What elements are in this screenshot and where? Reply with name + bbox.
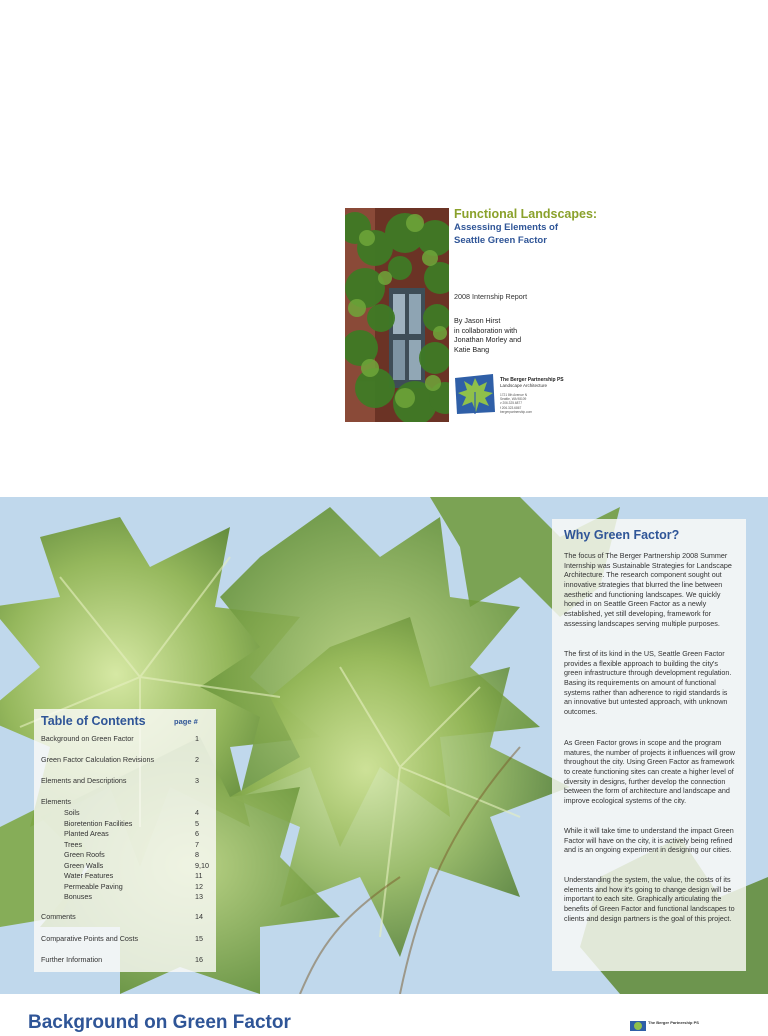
why-paragraph: As Green Factor grows in scope and the program matures, the number of projects it influences will grow throughout the city. Using Green Factor as framework to create functioning sites can create a higher level of diversity in designs, further develop the connection between the form of architecture and landscape and improve ecological systems of the city. [564,738,735,805]
toc-row[interactable] [41,840,207,850]
cover-title: Functional Landscapes: [454,207,598,221]
toc-row-page: 6 [195,829,199,838]
address-line: f 206.323.6867 [500,405,522,410]
toc-row-page: 15 [195,934,203,943]
toc-row-page: 2 [195,755,199,764]
toc-row[interactable] [41,892,207,902]
toc-row-label: Elements and Descriptions [41,776,127,785]
toc-row-label: Background on Green Factor [41,734,134,743]
toc-row[interactable] [41,934,207,944]
why-title: Why Green Factor? [564,528,680,542]
why-paragraph: Understanding the system, the value, the costs of its elements and how it's going to change design will be important to each site. Graphically articulating the benefits of Green Factor and functional landscapes to clients and design partners is the goal of this project. [564,875,735,923]
toc-row-label: Bioretention Facilities [64,818,133,828]
toc-row[interactable] [41,882,207,892]
toc-row-page: 13 [195,892,203,901]
toc-row-page: 1 [195,734,199,743]
author-line: in collaboration with [454,325,518,335]
why-paragraph: While it will take time to understand the impact Green Factor will have on the city, it is actively being refined and is an ongoing experiment in designing our cities. [564,826,734,855]
firm-leaf-logo-icon [453,372,497,416]
toc-row-page: 3 [195,776,199,785]
cover-subtitle-line1: Assessing Elements of [454,222,559,233]
author-line: Jonathan Morley and [454,335,522,344]
toc-row-label: Bonuses [64,892,92,901]
toc-row-label: Further Information [41,955,103,964]
toc-row-page: 8 [195,850,199,859]
toc-row-page: 9,10 [195,860,209,870]
toc-row-page: 16 [195,955,203,964]
cover-authors [454,316,521,354]
address-line: bergerpartnership.com [500,409,533,414]
toc-row-page: 14 [195,912,203,921]
toc-row[interactable] [41,871,207,881]
toc-page-header: page # [174,717,198,726]
toc-row[interactable] [41,755,207,765]
cover-title-block [454,207,654,247]
address-line: 1721 8th Avenue N [500,393,528,397]
toc-row[interactable] [41,955,207,965]
cover-photo-ivy-window [345,208,449,422]
table-of-contents-panel [34,709,216,972]
cover-firm-block [500,377,620,414]
toc-title: Table of Contents [41,714,146,728]
toc-row-page: 4 [195,808,199,817]
firm-name: The Berger Partnership PS [500,377,564,383]
toc-row-label: Comparative Points and Costs [41,934,139,943]
toc-row-page: 11 [195,871,203,880]
next-page-title: Background on Green Factor [28,1012,291,1033]
toc-row-page: 7 [195,839,199,849]
toc-row-label: Soils [64,808,80,817]
address-line: v 206.325.6877 [500,401,522,406]
next-page-firm-name: The Berger Partnership PS [648,1020,699,1025]
toc-row-label: Green Roofs [64,850,105,859]
author-line: By Jason Hirst [454,316,501,325]
toc-row-label: Green Walls [64,860,104,870]
why-paragraph: The first of its kind in the US, Seattle Green Factor provides a flexible approach to building the city's green infrastructure through development regulation. Basing its requirements on amount of functional systems rather than adherence to rigid standards is an innovative but untested approach, with unknown outcomes. [564,649,732,716]
cover-report-label: 2008 Internship Report [454,292,528,301]
toc-row[interactable] [41,797,207,807]
toc-row-label: Comments [41,912,76,921]
firm-subtitle: Landscape Architecture [500,383,548,388]
why-green-factor-panel [552,519,746,971]
toc-row[interactable] [41,819,207,829]
toc-row[interactable] [41,829,207,839]
toc-row[interactable] [41,808,207,818]
cover-subtitle-line2: Seattle Green Factor [454,234,547,246]
toc-row-label: Permeable Paving [64,881,123,891]
toc-row[interactable] [41,776,207,786]
firm-address [500,393,620,414]
toc-row-label: Planted Areas [64,829,109,838]
toc-row[interactable] [41,861,207,871]
toc-row[interactable] [41,850,207,860]
toc-row-page: 5 [195,818,199,828]
author-line: Katie Bang [454,344,490,354]
toc-row-label: Green Factor Calculation Revisions [41,755,155,764]
toc-row[interactable] [41,912,207,922]
address-line: Seattle, WA 98109 [500,397,527,402]
toc-row[interactable] [41,734,207,744]
why-paragraph: The focus of The Berger Partnership 2008 Summer Internship was Sustainable Strategies for Landscape Architecture. The research component sought out innovative strategies that blurred the line between aesthetic and functioning landscapes. We quickly honed in on Seattle Green Factor as a newly established, yet still developing, framework for assessing landscapes serving multiple purposes. [564,551,732,628]
toc-row-label: Trees [64,839,83,849]
toc-row-page: 12 [195,881,203,891]
toc-row-label: Elements [41,797,71,806]
toc-row-label: Water Features [64,871,114,880]
firm-leaf-logo-icon [630,1018,646,1028]
